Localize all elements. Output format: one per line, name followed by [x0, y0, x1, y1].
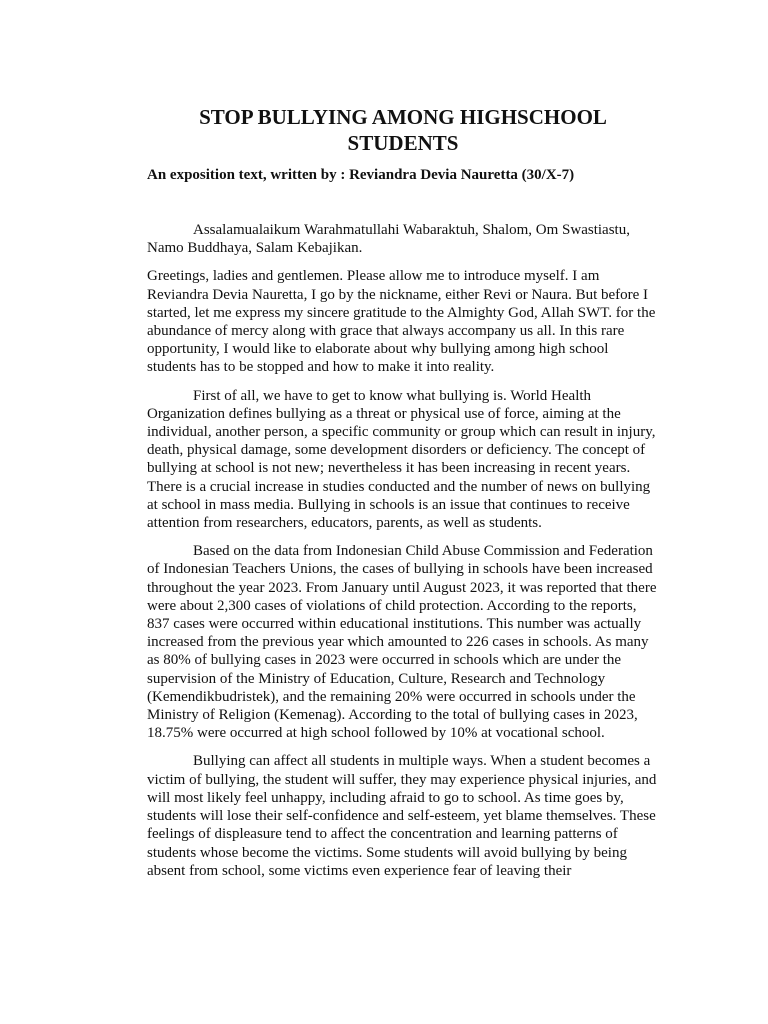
- paragraph-greeting: Assalamualaikum Warahmatullahi Wabaraktuh, Shalom, Om Swastiastu, Namo Buddhaya, Salam Kebajikan.: [147, 222, 630, 257]
- document-content: [147, 104, 659, 890]
- document-body: [147, 221, 659, 880]
- paragraph-definition: First of all, we have to get to know what bullying is. World Health Organization defines bullying as a threat or physical use of force, aiming at the individual, another person, a specific community or group which can result in injury, death, physical damage, some development disorders or deficiency. The concept of bullying at school is not new; nevertheless it has been increasing in recent years. There is a crucial increase in studies conducted and the number of news on bullying at school in mass media. Bullying in schools is an issue that continues to receive attention from researchers, educators, parents, as well as students.: [147, 387, 656, 532]
- paragraph-effects: Bullying can affect all students in multiple ways. When a student becomes a victim of bullying, the student will suffer, they may experience physical injuries, and will most likely feel unhappy, including afraid to go to school. As time goes by, students will lose their self-confidence and self-esteem, yet blame themselves. These feelings of displeasure tend to affect the concentration and learning patterns of students whose become the victims. Some students will avoid bullying by being absent from school, some victims even experience fear of leaving their: [147, 753, 657, 879]
- paragraph-statistics: Based on the data from Indonesian Child Abuse Commission and Federation of Indonesian Teachers Unions, the cases of bullying in schools have been increased throughout the year 2023. From January until August 2023, it was reported that there were about 2,300 cases of violations of child protection. According to the reports, 837 cases were occurred within educational institutions. This number was actually increased from the previous year which amounted to 226 cases in schools. As many as 80% of bullying cases in 2023 were occurred in schools which are under the supervision of the Ministry of Education, Culture, Research and Technology (Kemendikbudristek), and the remaining 20% were occurred in schools under the Ministry of Religion (Kemenag). According to the total of bullying cases in 2023, 18.75% were occurred at high school followed by 10% at vocational school.: [147, 543, 657, 742]
- paragraph-introduction: Greetings, ladies and gentlemen. Please allow me to introduce myself. I am Reviandra Devia Nauretta, I go by the nickname, either Revi or Naura. But before I started, let me express my sincere gratitude to the Almighty God, Allah SWT. for the abundance of mercy along with grace that always accompany us all. In this rare opportunity, I would like to elaborate about why bullying among high school students has to be stopped and how to make it into reality.: [147, 268, 656, 376]
- document-subtitle: An exposition text, written by : Reviandra Devia Nauretta (30/X-7): [147, 167, 575, 183]
- document-title: STOP BULLYING AMONG HIGHSCHOOL STUDENTS: [199, 105, 607, 155]
